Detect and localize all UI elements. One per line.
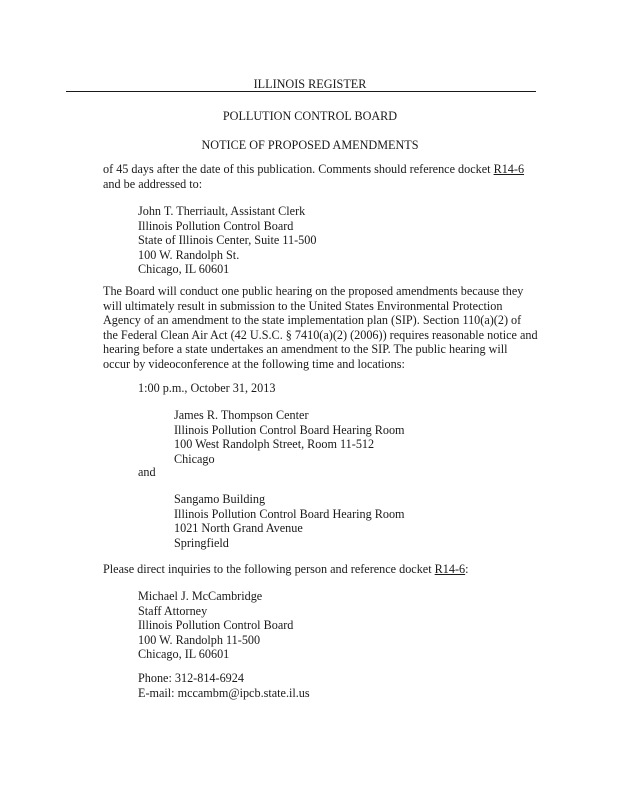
inquiries-line [103,562,469,577]
address-line: 100 W. Randolph St. [138,247,240,262]
location-line: Chicago [174,451,215,466]
address-line: State of Illinois Center, Suite 11-500 [138,233,317,248]
paragraph-line: The Board will conduct one public hearing on the proposed amendments because they [103,284,524,298]
location-line: Illinois Pollution Control Board Hearing Room [174,422,405,437]
location-line: James R. Thompson Center [174,408,309,422]
hearing-location-chicago [174,408,405,466]
intro-line-1 [103,162,524,177]
paragraph-line: the Federal Clean Air Act (42 U.S.C. § 7410(a)(2) (2006)) requires reasonable notice and [103,327,538,342]
contact-line: 100 W. Randolph 11-500 [138,632,261,647]
contact-line: Michael J. McCambridge [138,589,263,603]
hearing-time: 1:00 p.m., October 31, 2013 [138,381,276,395]
contact-block [138,589,293,662]
location-line: Springfield [174,535,229,550]
location-line: Illinois Pollution Control Board Hearing Room [174,506,405,521]
header-rule [66,91,536,92]
contact-line: Staff Attorney [138,603,208,618]
contact-email: E-mail: mccambm@ipcb.state.il.us [138,686,310,700]
contact-line: Chicago, IL 60601 [138,647,230,662]
address-line: John T. Therriault, Assistant Clerk [138,204,306,218]
docket-reference: R14-6 [434,562,466,576]
docket-reference: R14-6 [493,162,525,176]
location-line: Sangamo Building [174,492,266,506]
paragraph-line: occur by videoconference at the following time and locations: [103,356,405,371]
register-title: ILLINOIS REGISTER [253,77,367,91]
intro-text: of 45 days after the date of this publication. Comments should reference docket [103,162,494,176]
hearing-paragraph [103,284,538,372]
address-line: Chicago, IL 60601 [138,262,230,277]
intro-line-2: and be addressed to: [103,177,203,191]
inquiries-text: Please direct inquiries to the following person and reference docket [103,562,435,576]
contact-phone: Phone: 312-814-6924 [138,671,244,685]
paragraph-line: Agency of an amendment to the state implementation plan (SIP). Section 110(a)(2) of [103,313,522,328]
location-line: 100 West Randolph Street, Room 11-512 [174,437,375,452]
paragraph-line: hearing before a state undertakes an amendment to the SIP. The public hearing will [103,342,508,357]
address-line: Illinois Pollution Control Board [138,218,294,233]
clerk-address [138,204,316,277]
paragraph-line: will ultimately result in submission to the United States Environmental Protection [103,298,503,313]
contact-line: Illinois Pollution Control Board [138,618,294,633]
and-connector: and [138,465,156,479]
notice-title: NOTICE OF PROPOSED AMENDMENTS [201,138,419,152]
agency-title: POLLUTION CONTROL BOARD [222,109,398,123]
inquiries-colon: : [465,562,469,576]
location-line: 1021 North Grand Avenue [174,521,303,536]
hearing-location-springfield [174,492,405,550]
